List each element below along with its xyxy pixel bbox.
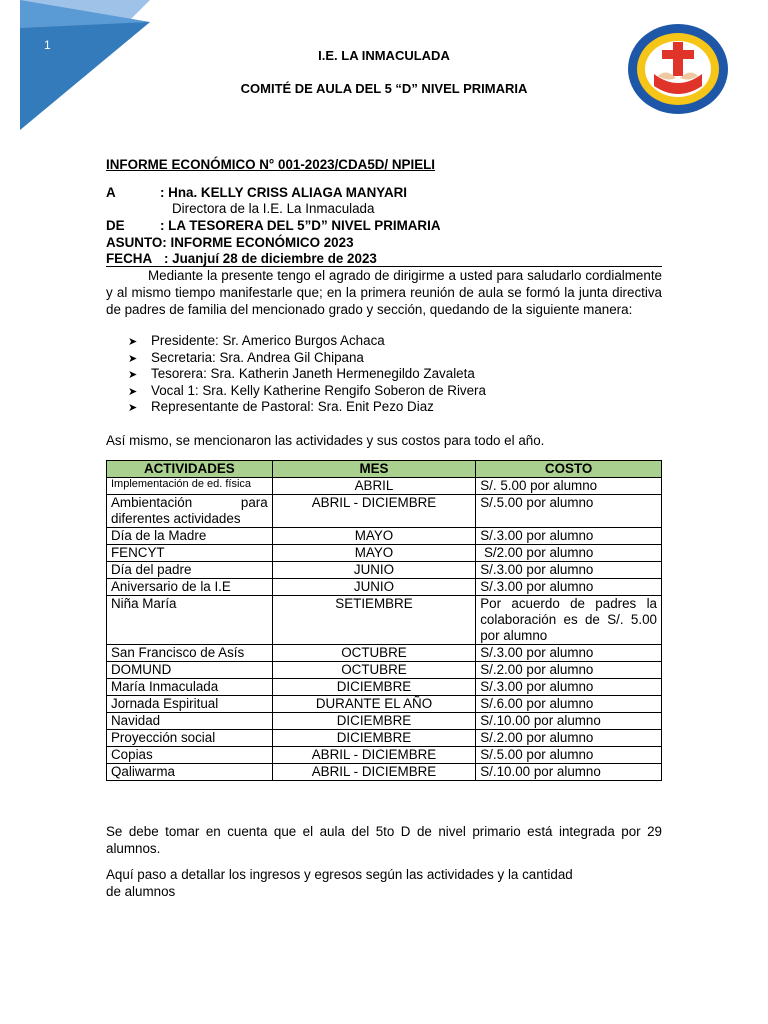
table-row: Qaliwarma ABRIL - DICIEMBRE S/.10.00 por alumno [107, 764, 662, 781]
arrow-bullet-icon: ➤ [128, 402, 138, 414]
column-header-cost: COSTO [476, 461, 662, 478]
table-row: Proyección social DICIEMBRE S/.2.00 por alumno [107, 730, 662, 747]
school-name: I.E. LA INMACULADA [318, 48, 450, 63]
to-role: Directora de la I.E. La Inmaculada [172, 201, 375, 216]
table-row: Ambientación para diferentes actividades ABRIL - DICIEMBRE S/.5.00 por alumno [107, 495, 662, 528]
arrow-bullet-icon: ➤ [128, 352, 138, 365]
table-row: Jornada Espiritual DURANTE EL AÑO S/.6.00 por alumno [107, 696, 662, 713]
page-number: 1 [44, 38, 51, 52]
details-note: Aquí paso a detallar los ingresos y egresos según las actividades y la cantidad de alumnos [106, 867, 573, 899]
date-label: FECHA [106, 251, 153, 266]
table-row: Copias ABRIL - DICIEMBRE S/.5.00 por alumno [107, 747, 662, 764]
column-header-activities: ACTIVIDADES [107, 461, 273, 478]
activities-table [106, 460, 662, 781]
list-item: ➤ Representante de Pastoral: Sra. Enit Pezo Diaz [128, 399, 486, 416]
table-row: Aniversario de la I.E JUNIO S/.3.00 por alumno [107, 579, 662, 596]
committee-title: COMITÉ DE AULA DEL 5 “D” NIVEL PRIMARIA [240, 81, 528, 96]
table-row: María Inmaculada DICIEMBRE S/.3.00 por alumno [107, 679, 662, 696]
date-value: : Juanjuí 28 de diciembre de 2023 [164, 251, 377, 266]
table-row: Implementación de ed. física ABRIL S/. 5.00 por alumno [107, 478, 662, 495]
table-row: Día de la Madre MAYO S/.3.00 por alumno [107, 528, 662, 545]
list-item: ➤ Presidente: Sr. Americo Burgos Achaca [128, 333, 486, 350]
subject: ASUNTO: INFORME ECONÓMICO 2023 [106, 235, 354, 250]
to-name: : Hna. KELLY CRISS ALIAGA MANYARI [160, 185, 408, 200]
table-row: San Francisco de Asís OCTUBRE S/.3.00 por alumno [107, 645, 662, 662]
arrow-bullet-icon: ➤ [128, 336, 138, 348]
from-value: : LA TESORERA DEL 5”D” NIVEL PRIMARIA [160, 218, 441, 233]
table-row: FENCYT MAYO S/2.00 por alumno [107, 545, 662, 562]
table-row: DOMUND OCTUBRE S/.2.00 por alumno [107, 662, 662, 679]
arrow-bullet-icon: ➤ [128, 385, 138, 398]
to-label: A [106, 185, 116, 200]
from-label: DE [106, 218, 125, 233]
list-item: ➤ Tesorera: Sra. Katherin Janeth Hermenegildo Zavaleta [128, 366, 486, 383]
committee-members-list [128, 333, 486, 416]
list-item: ➤ Vocal 1: Sra. Kelly Katherine Rengifo Soberon de Rivera [128, 383, 486, 400]
corner-decoration [0, 0, 160, 130]
arrow-bullet-icon: ➤ [128, 369, 138, 381]
school-logo [626, 22, 730, 116]
table-row: Niña María SETIEMBRE Por acuerdo de padres la colaboración es de S/. 5.00 por alumno [107, 596, 662, 645]
table-row: Navidad DICIEMBRE S/.10.00 por alumno [107, 713, 662, 730]
list-item: ➤ Secretaria: Sra. Andrea Gil Chipana [128, 350, 486, 367]
column-header-month: MES [272, 461, 476, 478]
table-header-row [107, 461, 662, 478]
intro-paragraph: Mediante la presente tengo el agrado de dirigirme a usted para saludarlo cordialmente y al mismo tiempo manifestarle que; en la primera reunión de aula se formó la junta directiva de padres de familia del mencionado grado y sección, quedando de la siguiente manera: [106, 268, 662, 317]
table-row: Día del padre JUNIO S/.3.00 por alumno [107, 562, 662, 579]
report-title: INFORME ECONÓMICO N° 001-2023/CDA5D/ NPIELI [106, 157, 436, 172]
students-note: Se debe tomar en cuenta que el aula del 5to D de nivel primario está integrada por 29 alumnos. [106, 824, 662, 856]
activities-intro: Así mismo, se mencionaron las actividades y sus costos para todo el año. [106, 433, 545, 448]
